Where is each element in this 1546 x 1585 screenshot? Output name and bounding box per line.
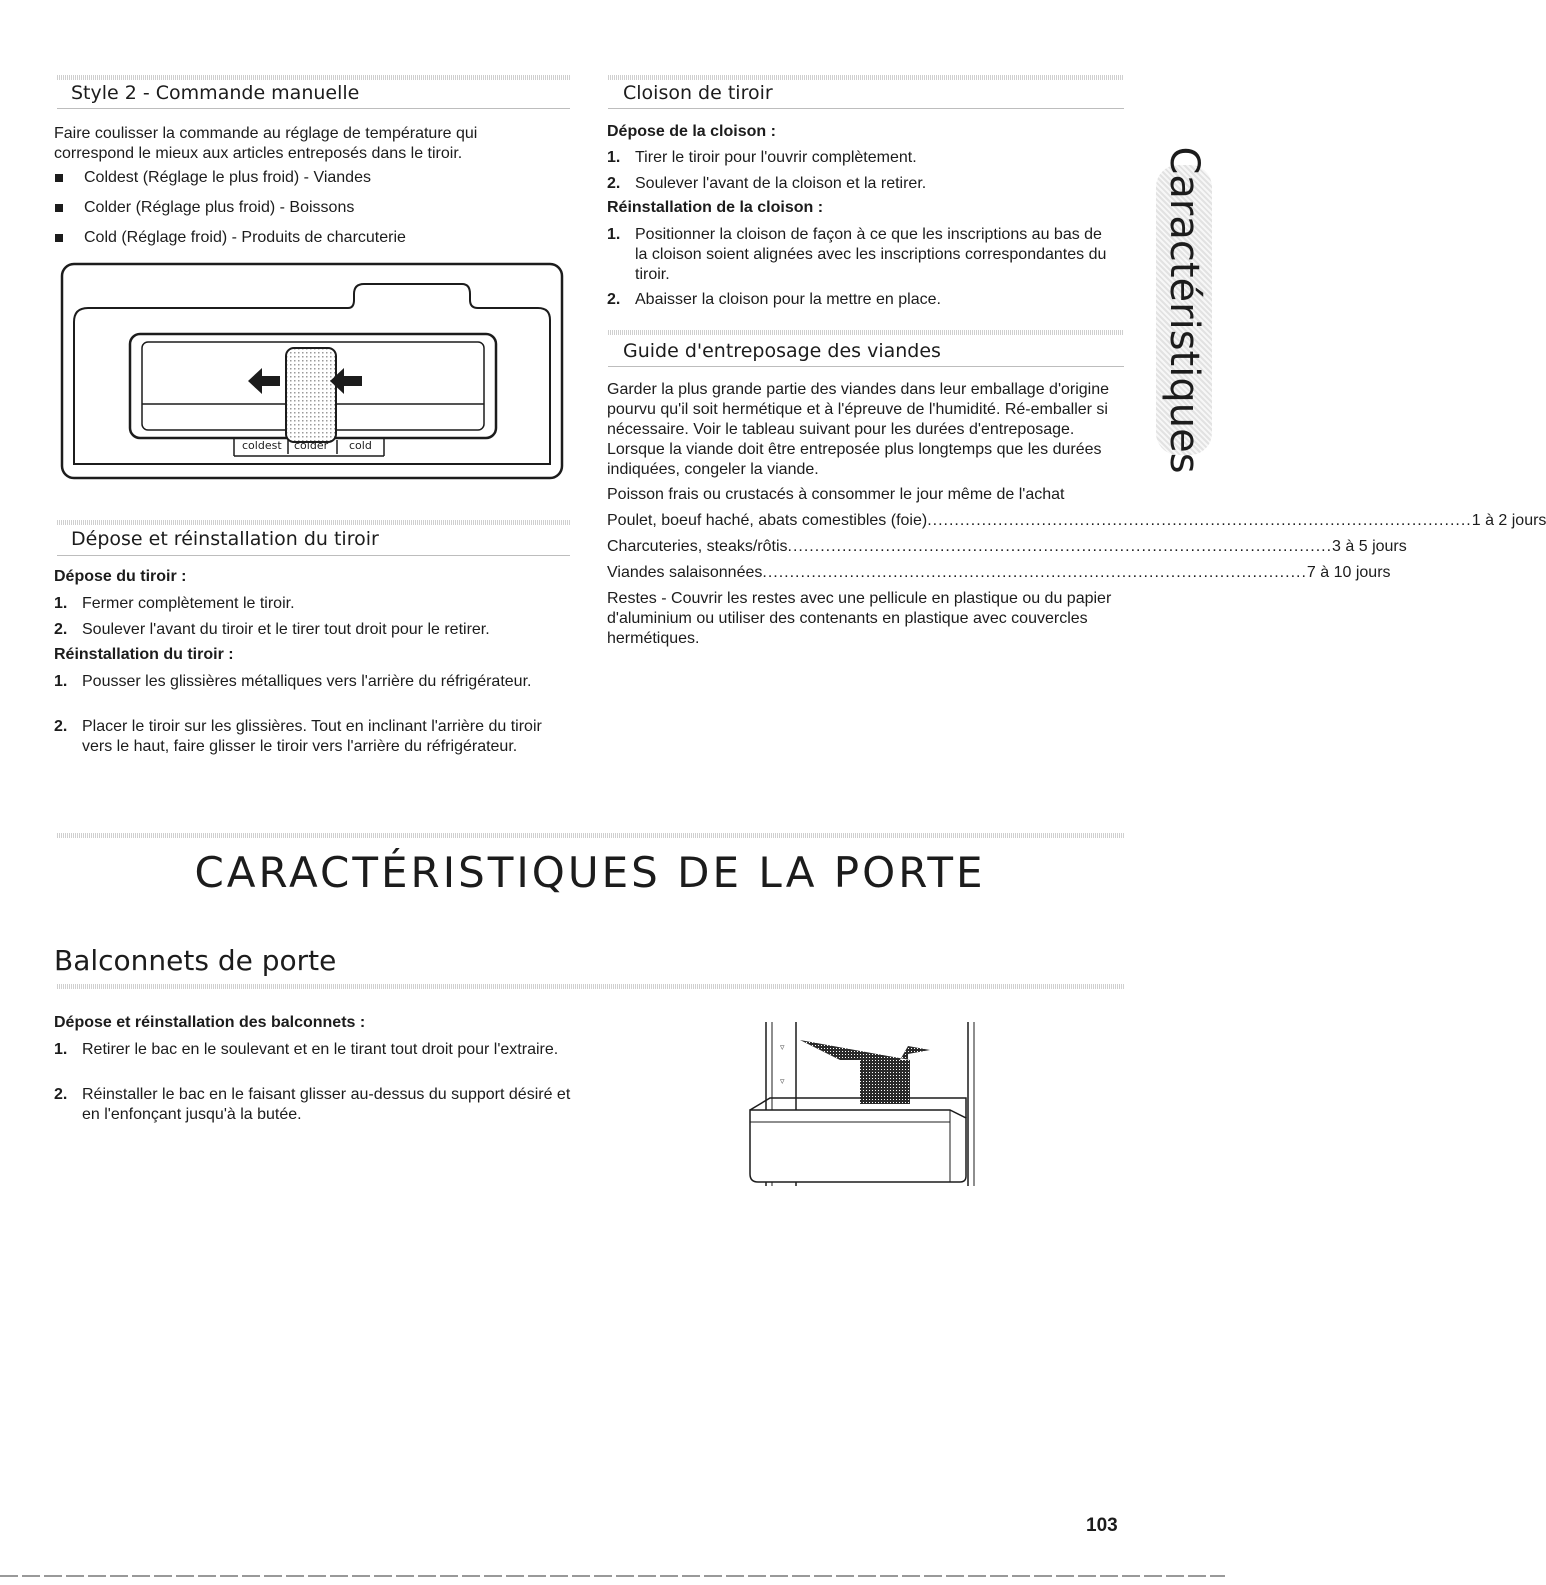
bins-title: Dépose et réinstallation des balconnets : — [54, 1014, 366, 1031]
table-row: Poulet, boeuf haché, abats comestibles (foie) .................................................................................................... 1 à 2 jours — [607, 512, 1546, 529]
section-rule — [57, 75, 570, 80]
style2-intro: Faire coulisser la commande au réglage de température qui correspond le mieux aux articles entreposés dans le tiroir. — [54, 125, 478, 162]
section-rule — [57, 108, 570, 109]
list-item: Colder (Réglage plus froid) - Boissons — [55, 198, 555, 218]
bullet-icon — [55, 204, 63, 212]
list-item: 2. Soulever l'avant de la cloison et la retirer. — [607, 175, 927, 192]
section-rule — [57, 833, 1124, 838]
meat-leftovers: Restes - Couvrir les restes avec une pellicule en plastique ou du papier d'aluminium ou utiliser des contenants en plastique avec couvercles hermétiques. — [607, 590, 1112, 647]
list-item: 2. Abaisser la cloison pour la mettre en place. — [607, 291, 941, 308]
section-rule — [57, 555, 570, 556]
svg-text:▿: ▿ — [780, 1076, 785, 1086]
table-row: Viandes salaisonnées .................................................................................................... 7 à 10 jours — [607, 564, 1391, 581]
partition-removal-title: Dépose de la cloison : — [607, 123, 776, 140]
section-rule — [608, 75, 1124, 80]
section-rule — [608, 108, 1124, 109]
section-rule — [57, 520, 570, 525]
door-bin-illustration — [740, 1018, 990, 1190]
list-item: 2. Placer le tiroir sur les glissières. Tout en inclinant l'arrière du tiroir vers le haut, faire glisser le tiroir vers l'arrière du réfrigérateur. — [54, 718, 542, 755]
bullet-icon — [55, 234, 63, 242]
list-item: 1. Fermer complètement le tiroir. — [54, 595, 295, 612]
meat-intro: Garder la plus grande partie des viandes dans leur emballage d'origine pourvu qu'il soit hermétique et à l'épreuve de l'humidité. Ré-emballer si nécessaire. Voir le tableau suivant pour les durées d'entreposage. Lorsque la viande doit être entreposée plus longtemps que les durées indiquées, congeler la viande. — [607, 381, 1110, 478]
label-cold: cold — [349, 439, 372, 452]
section-rule — [608, 366, 1124, 367]
bullet-icon — [55, 174, 63, 182]
list-item: 2. Soulever l'avant du tiroir et le tirer tout droit pour le retirer. — [54, 621, 490, 638]
drawer-title: Dépose et réinstallation du tiroir — [71, 528, 379, 550]
drawer-removal-title: Dépose du tiroir : — [54, 568, 187, 585]
list-item: Cold (Réglage froid) - Produits de charcuterie — [55, 228, 555, 248]
label-colder: colder — [294, 439, 329, 452]
partition-reinstall-title: Réinstallation de la cloison : — [607, 199, 824, 216]
drawer-reinstall-title: Réinstallation du tiroir : — [54, 646, 234, 663]
svg-text:▿: ▿ — [780, 1042, 785, 1052]
bottom-border — [0, 1575, 1225, 1577]
meat-title: Guide d'entreposage des viandes — [623, 340, 941, 362]
list-item: 1. Pousser les glissières métalliques vers l'arrière du réfrigérateur. — [54, 673, 532, 690]
list-item: 1. Positionner la cloison de façon à ce que les inscriptions au bas de la cloison soient alignées avec les inscriptions correspondantes du tiroir. — [607, 226, 1107, 283]
drawer-control-diagram — [58, 260, 566, 482]
list-item: Coldest (Réglage le plus froid) - Viandes — [55, 168, 555, 188]
page-heading: CARACTÉRISTIQUES DE LA PORTE — [194, 848, 986, 897]
style2-title: Style 2 - Commande manuelle — [71, 82, 360, 104]
section-rule — [608, 330, 1124, 335]
list-item: 1. Retirer le bac en le soulevant et en le tirant tout droit pour l'extraire. — [54, 1041, 559, 1058]
table-row: Charcuteries, steaks/rôtis .................................................................................................... 3 à 5 jours — [607, 538, 1407, 555]
side-tab: Caractéristiques — [1156, 165, 1212, 455]
label-coldest: coldest — [242, 439, 282, 452]
list-item: 1. Tirer le tiroir pour l'ouvrir complètement. — [607, 149, 917, 166]
page-number: 103 — [1086, 1515, 1118, 1536]
partition-title: Cloison de tiroir — [623, 82, 773, 104]
meat-fish: Poisson frais ou crustacés à consommer le jour même de l'achat — [607, 486, 1065, 503]
list-item: 2. Réinstaller le bac en le faisant glisser au-dessus du support désiré et en l'enfonçant jusqu'à la butée. — [54, 1086, 571, 1123]
section-rule — [57, 984, 1124, 989]
door-subheading: Balconnets de porte — [54, 944, 337, 977]
